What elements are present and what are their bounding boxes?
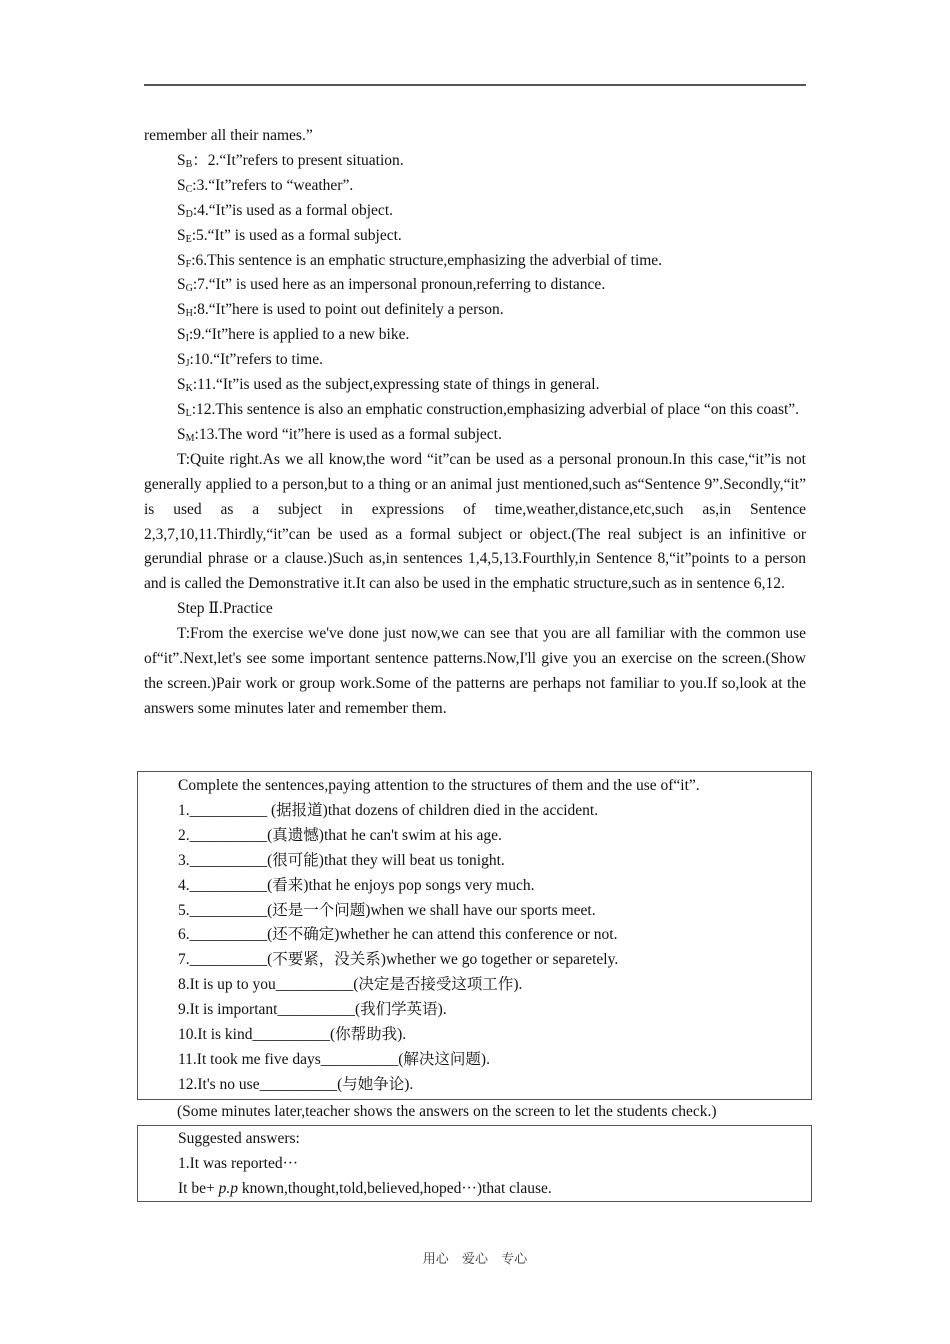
speaker-subscript: M <box>185 432 195 444</box>
answer-text: ：2.“It”refers to present situation. <box>192 151 404 169</box>
speaker-label: S <box>177 326 186 344</box>
teacher-instruction: T:From the exercise we've done just now,we can see that you are all familiar with the common use of“it”.Next,let's see some important sentence patterns.Now,I'll give you an exercise on the screen.(Show the screen.)Pair work or group work.Some of the patterns are perhaps not familiar to you.If so,look at the answers some minutes later and remember them. <box>144 625 806 717</box>
exercise-item: 3.__________(很可能)that they will beat us tonight. <box>178 851 505 869</box>
student-answer <box>144 323 806 348</box>
answers-box <box>137 1125 812 1202</box>
speaker-subscript: H <box>185 308 193 320</box>
answer-line-2-italic: p.p <box>218 1179 238 1197</box>
answer-text: :4.“It”is used as a formal object. <box>192 201 393 219</box>
exercise-item: 4.__________(看来)that he enjoys pop songs very much. <box>178 876 535 894</box>
speaker-label: S <box>177 425 186 443</box>
speaker-label: S <box>177 251 186 269</box>
exercise-item: 10.It is kind__________(你帮助我). <box>178 1026 407 1044</box>
student-answer <box>144 398 806 423</box>
student-answer <box>144 149 806 174</box>
answer-text: :13.The word “it”here is used as a formal subject. <box>194 425 502 443</box>
exercise-item: 5.__________(还是一个问题)when we shall have our sports meet. <box>178 901 596 919</box>
student-answer <box>144 348 806 373</box>
student-answer <box>144 174 806 199</box>
exercise-items <box>138 799 811 1098</box>
continuation-line: remember all their names.” <box>144 127 313 144</box>
student-answer <box>144 224 806 249</box>
answer-text: :8.“It”here is used to point out definitely a person. <box>192 301 504 319</box>
answer-line-2-suffix: known,thought,told,believed,hoped···)that clause. <box>237 1179 552 1197</box>
speaker-subscript: C <box>185 183 193 195</box>
student-answers-list <box>144 149 806 448</box>
speaker-label: S <box>177 226 186 244</box>
student-answer <box>144 423 806 448</box>
speaker-subscript: F <box>185 258 192 270</box>
student-answer <box>144 298 806 323</box>
speaker-label: S <box>177 201 186 219</box>
exercise-box <box>137 771 812 1100</box>
speaker-subscript: B <box>185 158 193 170</box>
speaker-label: S <box>177 400 186 418</box>
exercise-item: 2.__________(真遗憾)that he can't swim at his age. <box>178 826 502 844</box>
answer-text: :11.“It”is used as the subject,expressing state of things in general. <box>192 376 600 394</box>
speaker-label: S <box>177 151 186 169</box>
exercise-item: 8.It is up to you__________(决定是否接受这项工作). <box>178 976 523 994</box>
speaker-subscript: I <box>185 333 189 345</box>
answer-text: :6.This sentence is an emphatic structure,emphasizing the adverbial of time. <box>191 251 663 269</box>
student-answer <box>144 249 806 274</box>
speaker-subscript: G <box>185 283 193 295</box>
speaker-label: S <box>177 276 186 294</box>
exercise-item: 11.It took me five days__________(解决这问题). <box>178 1050 490 1068</box>
student-answer <box>144 199 806 224</box>
document-body <box>144 124 806 722</box>
student-answer <box>144 373 806 398</box>
speaker-subscript: J <box>185 358 190 370</box>
answer-text: :3.“It”refers to “weather”. <box>192 176 354 194</box>
answer-line-2-prefix: It be+ <box>178 1179 219 1197</box>
student-answer <box>144 273 806 298</box>
speaker-label: S <box>177 176 186 194</box>
exercise-instruction: Complete the sentences,paying attention to the structures of them and the use of“it”. <box>178 777 700 794</box>
answers-title: Suggested answers: <box>178 1130 300 1147</box>
answer-text: :12.This sentence is also an emphatic construction,emphasizing adverbial of place “on this coast”. <box>191 400 800 418</box>
answer-text: :9.“It”here is applied to a new bike. <box>188 326 410 344</box>
page-footer: 用心 爱心 专心 <box>422 1251 528 1266</box>
exercise-item: 9.It is important__________(我们学英语). <box>178 1001 447 1019</box>
speaker-label: S <box>177 376 186 394</box>
speaker-subscript: D <box>185 208 193 220</box>
exercise-item: 6.__________(还不确定)whether he can attend this conference or not. <box>178 926 618 944</box>
exercise-item: 7.__________(不要紧，没关系)whether we go together or separetely. <box>178 951 619 969</box>
speaker-label: S <box>177 351 186 369</box>
answer-line-2 <box>138 1177 811 1202</box>
header-rule <box>144 84 806 86</box>
speaker-label: S <box>177 301 186 319</box>
answer-text: :5.“It” is used as a formal subject. <box>191 226 402 244</box>
speaker-subscript: L <box>185 407 192 419</box>
exercise-item: 12.It's no use__________(与她争论). <box>178 1075 414 1093</box>
speaker-subscript: E <box>185 233 192 245</box>
teacher-summary: T:Quite right.As we all know,the word “it”can be used as a personal pronoun.In this case,“it”is not generally applied to a person,but to a thing or an animal just mentioned,such as“Sentence 9”.Secondly,“it” is used as a subject in expressions of time,weather,distance,etc,such as,in Sentence 2,3,7,10,11.Thirdly,“it”can be used as a formal subject or object.(The real subject is an infinitive or gerundial phrase or a clause.)Such as,in sentences 1,4,5,13.Fourthly,in Sentence 8,“it”points to a person and is called the Demonstrative it.It can also be used in the emphatic structure,such as in sentence 6,12. <box>144 450 806 593</box>
answer-line-1: 1.It was reported··· <box>178 1154 299 1172</box>
between-note: (Some minutes later,teacher shows the answers on the screen to let the students check.) <box>177 1103 717 1120</box>
step-heading: Step Ⅱ.Practice <box>177 600 273 618</box>
answer-text: :10.“It”refers to time. <box>189 351 323 369</box>
exercise-item: 1.__________ (据报道)that dozens of children died in the accident. <box>178 801 599 819</box>
speaker-subscript: K <box>185 383 193 395</box>
answer-text: :7.“It” is used here as an impersonal pronoun,referring to distance. <box>192 276 606 294</box>
